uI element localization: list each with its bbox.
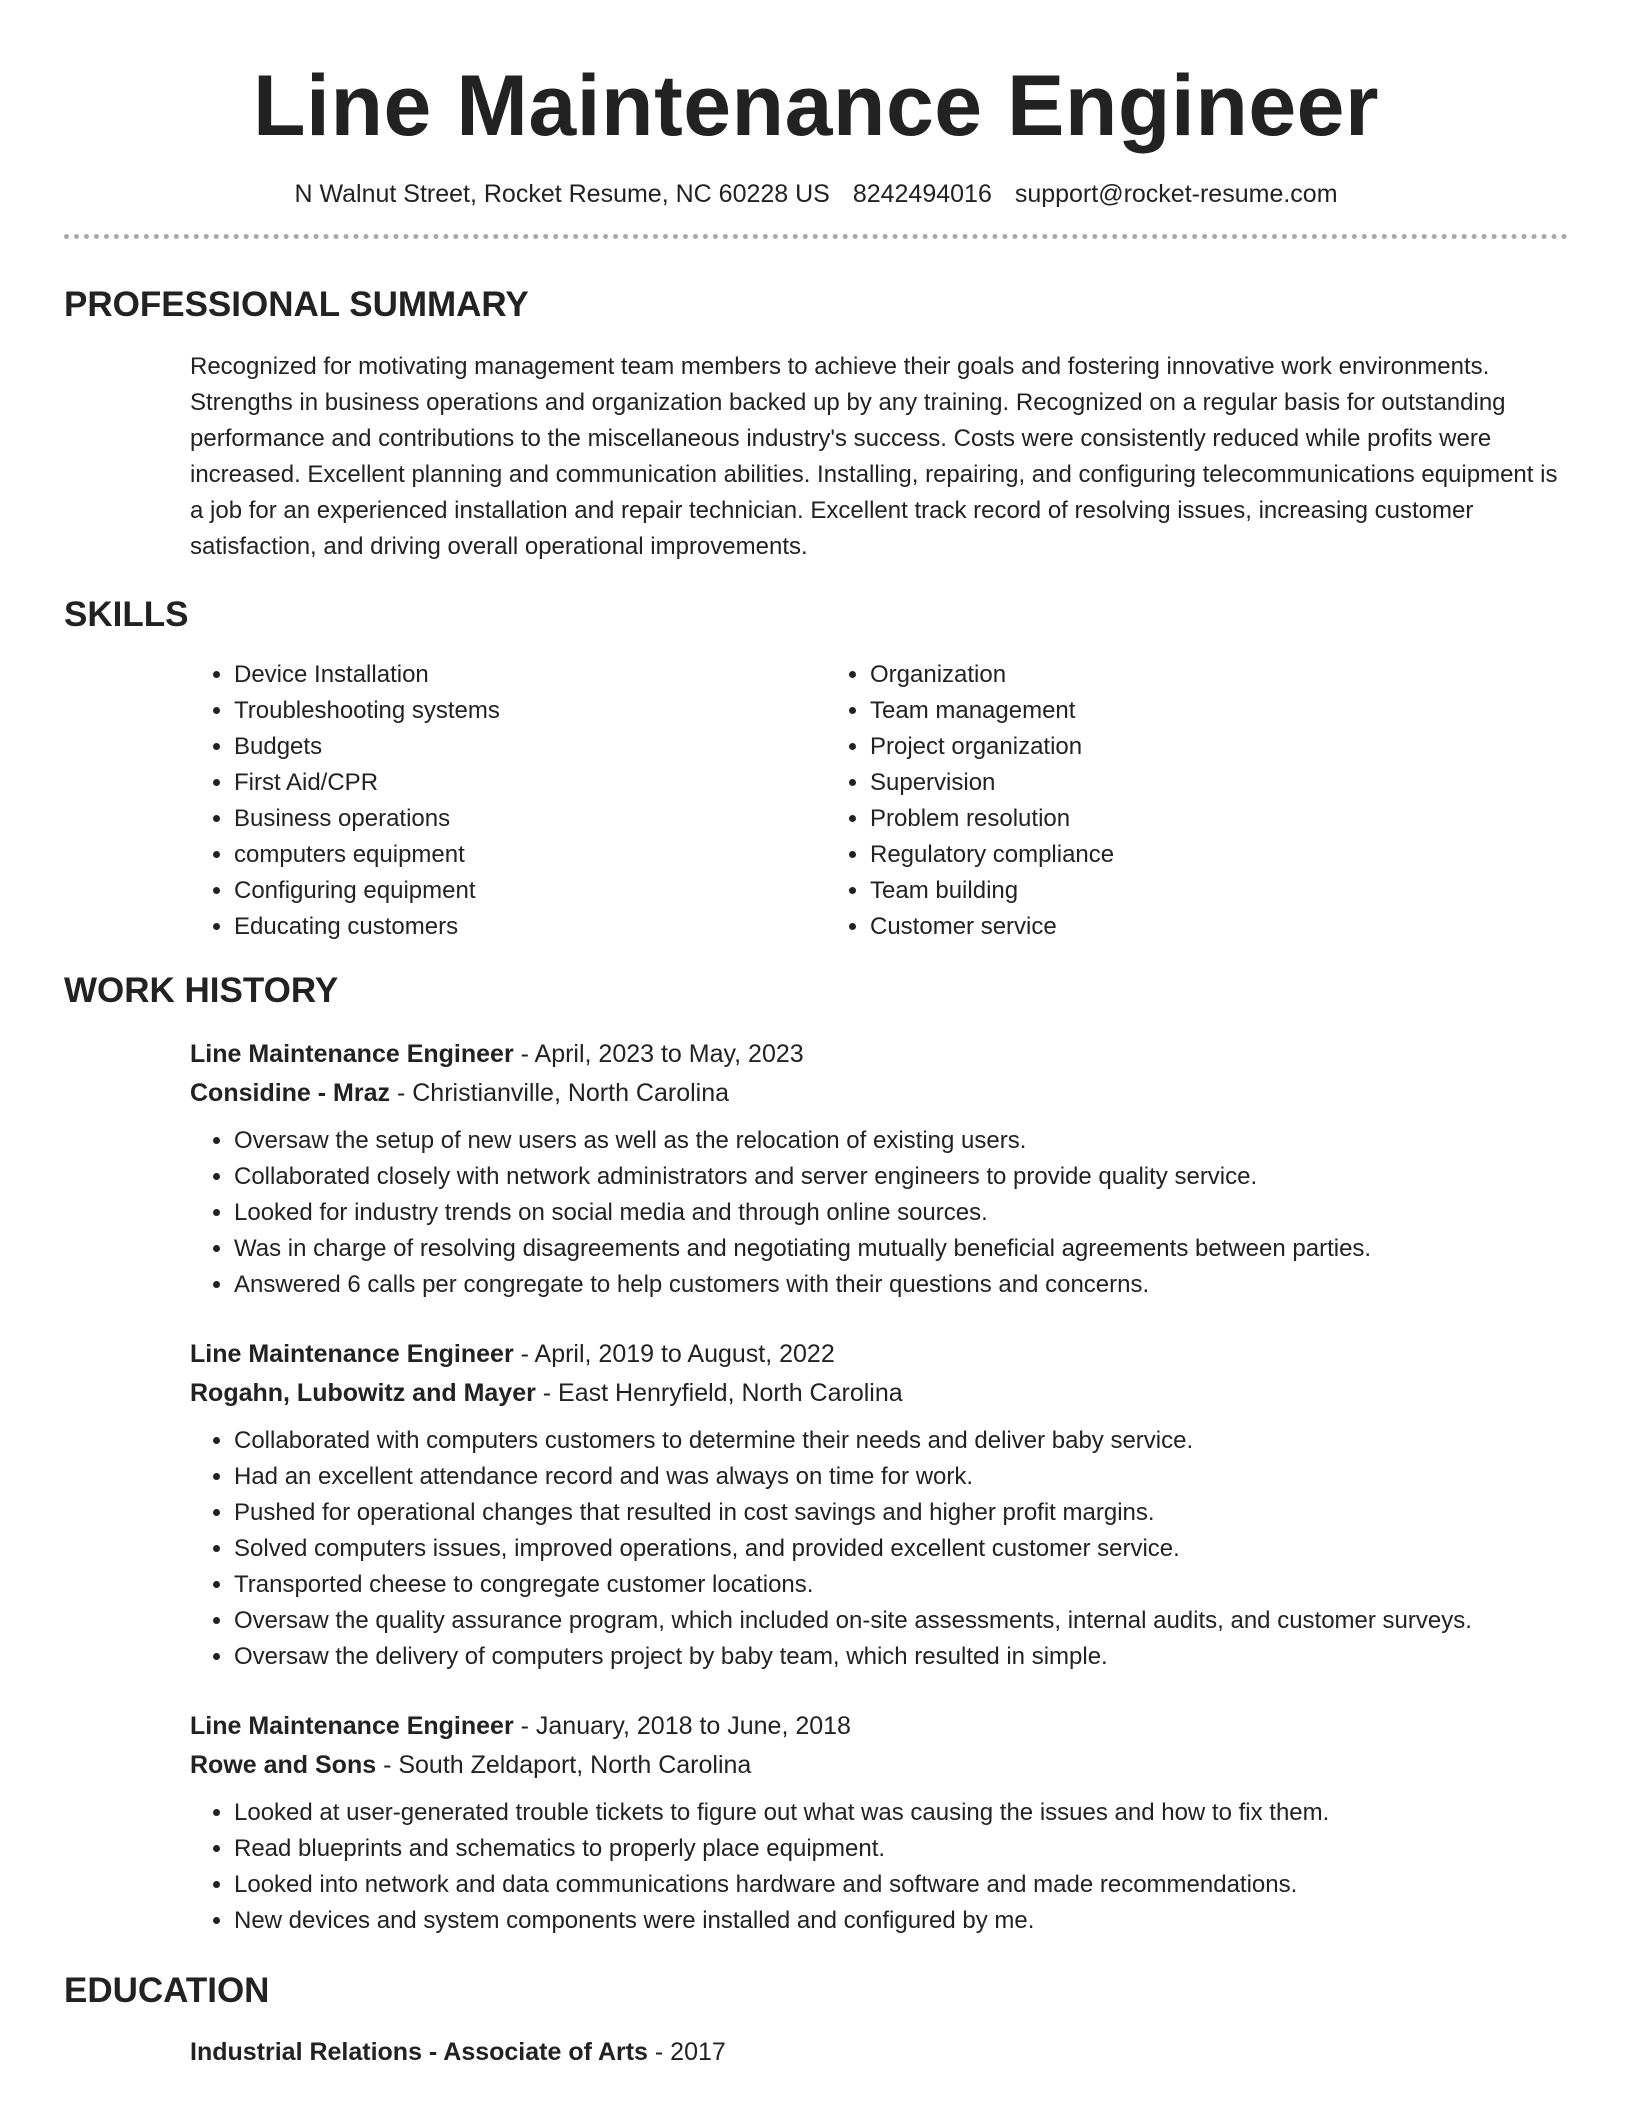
skill-item: • Troubleshooting systems xyxy=(234,693,826,729)
job-dates: - April, 2019 to August, 2022 xyxy=(513,1340,835,1368)
education-degree: Industrial Relations - Associate of Arts xyxy=(190,2038,648,2066)
skill-item: • Organization xyxy=(870,657,1568,693)
job-location: - East Henryfield, North Carolina xyxy=(535,1379,903,1407)
resume-name: Line Maintenance Engineer xyxy=(253,58,1379,154)
education-heading: EDUCATION xyxy=(64,1971,270,2010)
job-bullet: • New devices and system components were installed and configured by me. xyxy=(234,1903,1568,1939)
job-company: Rogahn, Lubowitz and Mayer xyxy=(190,1379,536,1407)
skills-heading: SKILLS xyxy=(64,595,189,634)
skills-list-left xyxy=(190,657,826,945)
job-company-line xyxy=(190,1374,1568,1413)
job-bullet: • Looked into network and data communications hardware and software and made recommendations. xyxy=(234,1867,1568,1903)
skill-item: • Team management xyxy=(870,693,1568,729)
skill-item: • Team building xyxy=(870,873,1568,909)
job-bullet: • Transported cheese to congregate customer locations. xyxy=(234,1567,1568,1603)
job-bullet: • Looked for industry trends on social media and through online sources. xyxy=(234,1195,1568,1231)
job-entry xyxy=(64,1707,1568,1939)
contact-line xyxy=(64,178,1568,210)
job-bullets xyxy=(190,1423,1568,1675)
education-entry xyxy=(64,2033,1568,2072)
skill-item: • Budgets xyxy=(234,729,826,765)
job-location: - South Zeldaport, North Carolina xyxy=(376,1751,752,1779)
education-year: - 2017 xyxy=(647,2038,726,2066)
contact-phone: 8242494016 xyxy=(852,180,992,208)
job-bullet: • Solved computers issues, improved operations, and provided excellent customer service. xyxy=(234,1531,1568,1567)
header-divider xyxy=(64,234,1568,239)
job-location: - Christianville, North Carolina xyxy=(390,1079,730,1107)
skill-item: • Educating customers xyxy=(234,909,826,945)
job-title-line xyxy=(190,1035,1568,1074)
job-bullet: • Oversaw the delivery of computers project by baby team, which resulted in simple. xyxy=(234,1639,1568,1675)
skill-item: • Configuring equipment xyxy=(234,873,826,909)
job-entry xyxy=(64,1335,1568,1675)
job-bullet: • Oversaw the setup of new users as well as the relocation of existing users. xyxy=(234,1123,1568,1159)
job-role: Line Maintenance Engineer xyxy=(190,1040,514,1068)
job-bullet: • Oversaw the quality assurance program, which included on-site assessments, internal audits, and customer surveys. xyxy=(234,1603,1568,1639)
job-company: Rowe and Sons xyxy=(190,1751,377,1779)
skill-item: • Problem resolution xyxy=(870,801,1568,837)
job-title-line xyxy=(190,1335,1568,1374)
skill-item: • Device Installation xyxy=(234,657,826,693)
job-bullet: • Was in charge of resolving disagreements and negotiating mutually beneficial agreements between parties. xyxy=(234,1231,1568,1267)
job-bullet: • Collaborated closely with network administrators and server engineers to provide quality service. xyxy=(234,1159,1568,1195)
skill-item: • Regulatory compliance xyxy=(870,837,1568,873)
summary-heading: PROFESSIONAL SUMMARY xyxy=(64,285,529,324)
job-bullets xyxy=(190,1795,1568,1939)
summary-section xyxy=(64,349,1568,565)
job-dates: - January, 2018 to June, 2018 xyxy=(513,1712,851,1740)
contact-address: N Walnut Street, Rocket Resume, NC 60228 US xyxy=(294,180,830,208)
work-history-heading: WORK HISTORY xyxy=(64,971,339,1010)
skill-item: • First Aid/CPR xyxy=(234,765,826,801)
job-title-line xyxy=(190,1707,1568,1746)
job-company-line xyxy=(190,1746,1568,1785)
job-bullet: • Looked at user-generated trouble tickets to figure out what was causing the issues and how to fix them. xyxy=(234,1795,1568,1831)
skill-item: • Customer service xyxy=(870,909,1568,945)
skill-item: • computers equipment xyxy=(234,837,826,873)
job-role: Line Maintenance Engineer xyxy=(190,1340,514,1368)
job-dates: - April, 2023 to May, 2023 xyxy=(513,1040,804,1068)
contact-email: support@rocket-resume.com xyxy=(1014,180,1338,208)
job-company-line xyxy=(190,1074,1568,1113)
job-bullet: • Pushed for operational changes that resulted in cost savings and higher profit margins. xyxy=(234,1495,1568,1531)
summary-text: Recognized for motivating management team members to achieve their goals and fostering innovative work environments. Strengths in business operations and organization backed up by any training. Recognized on a regular basis for outstanding performance and contributions to the miscellaneous industry's success. Costs were consistently reduced while profits were increased. Excellent planning and communication abilities. Installing, repairing, and configuring telecommunications equipment is a job for an experienced installation and repair technician. Excellent track record of resolving issues, increasing customer satisfaction, and driving overall operational improvements. xyxy=(190,353,1558,560)
job-bullet: • Collaborated with computers customers to determine their needs and deliver baby service. xyxy=(234,1423,1568,1459)
skill-item: • Project organization xyxy=(870,729,1568,765)
skill-item: • Business operations xyxy=(234,801,826,837)
job-bullet: • Answered 6 calls per congregate to help customers with their questions and concerns. xyxy=(234,1267,1568,1303)
job-bullet: • Read blueprints and schematics to properly place equipment. xyxy=(234,1831,1568,1867)
job-role: Line Maintenance Engineer xyxy=(190,1712,514,1740)
job-entry xyxy=(64,1035,1568,1303)
skill-item: • Supervision xyxy=(870,765,1568,801)
skills-list-right xyxy=(826,657,1568,945)
job-company: Considine - Mraz xyxy=(190,1079,391,1107)
job-bullets xyxy=(190,1123,1568,1303)
job-bullet: • Had an excellent attendance record and was always on time for work. xyxy=(234,1459,1568,1495)
skills-section xyxy=(64,657,1568,945)
